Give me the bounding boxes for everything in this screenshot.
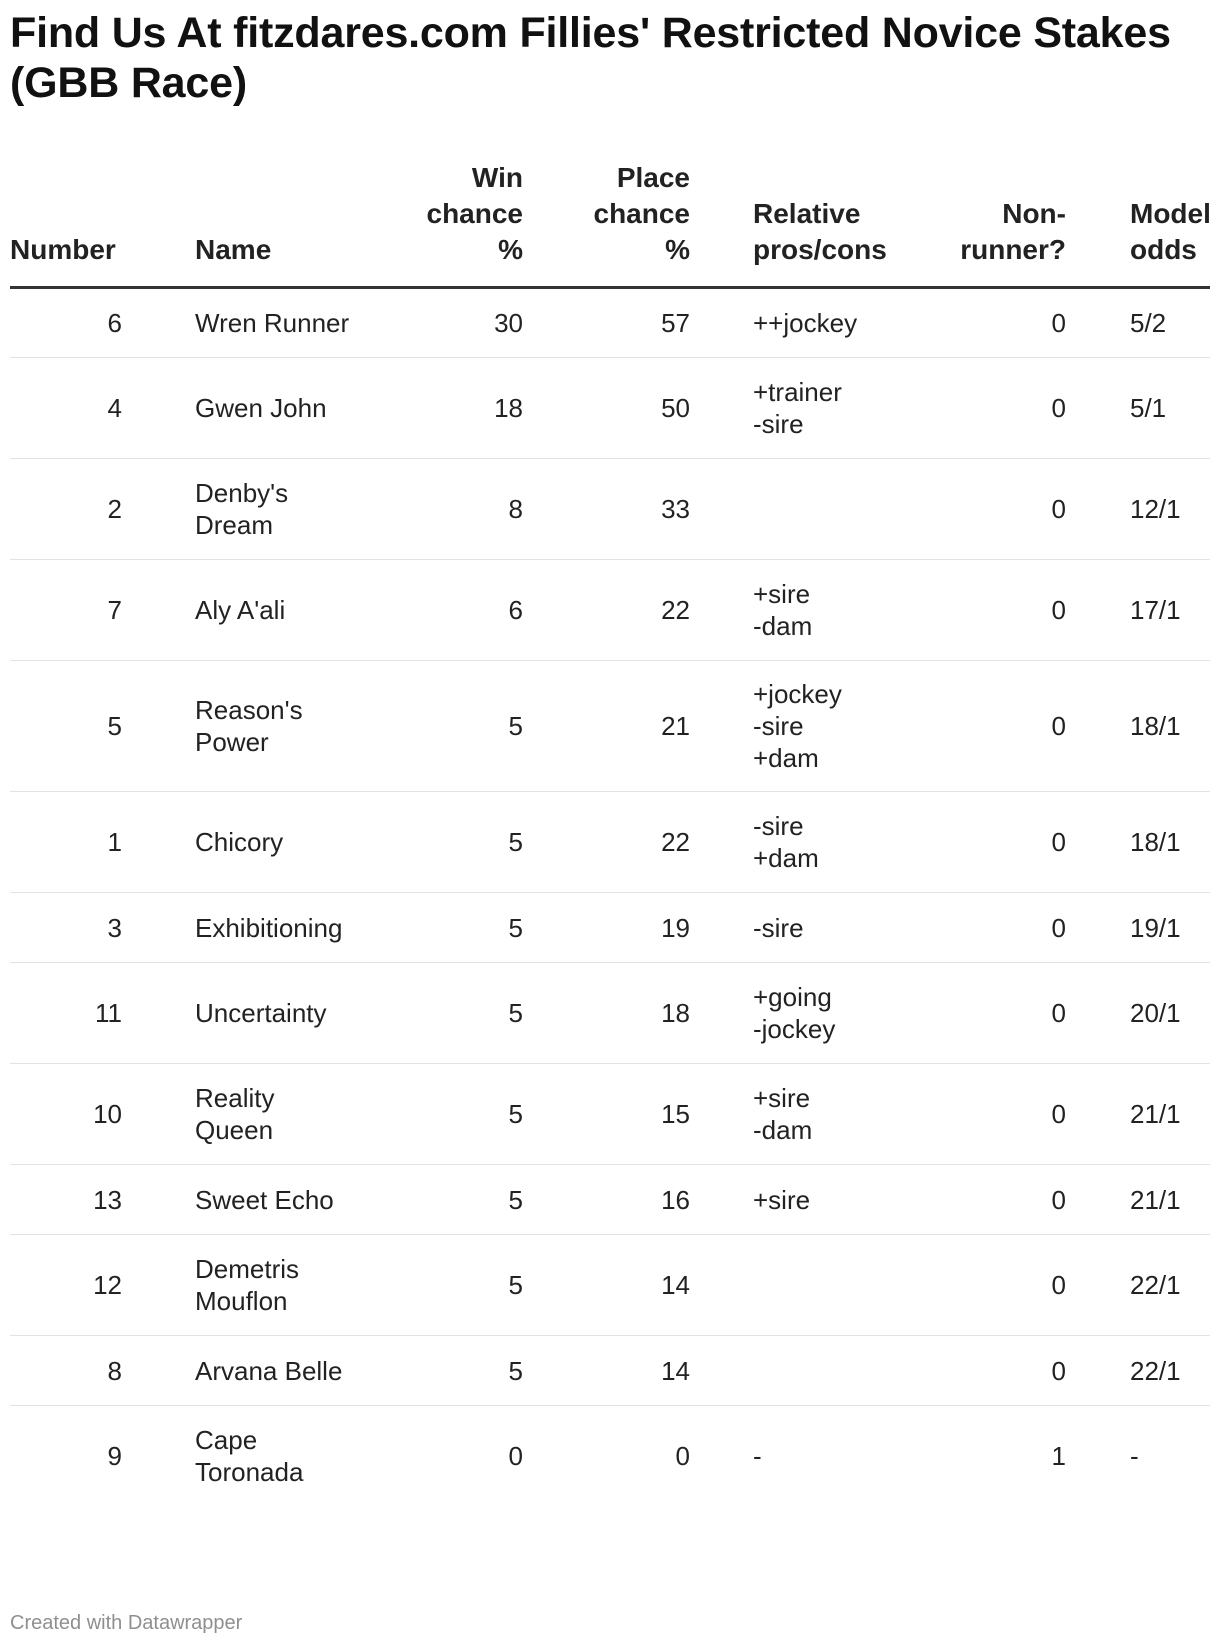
cell-number: 12 <box>10 1235 122 1336</box>
cell-spacer <box>1066 560 1130 661</box>
cell-pros-cons: -sire +dam <box>753 792 928 893</box>
cell-horse-name: Demetris Mouflon <box>195 1235 395 1336</box>
cell-non-runner: 0 <box>928 358 1066 459</box>
header-model-odds[interactable]: Model odds <box>1130 160 1210 288</box>
cell-horse-name: Cape Toronada <box>195 1425 304 1488</box>
cell-win-chance: 0 <box>508 1441 523 1472</box>
cell-spacer <box>690 288 753 358</box>
cell-horse-name: Reality Queen <box>195 1064 395 1165</box>
cell-horse-name: Wren Runner <box>195 288 395 358</box>
cell-spacer <box>122 1165 195 1235</box>
cell-non-runner: 0 <box>928 1336 1066 1406</box>
cell-spacer <box>122 1406 195 1507</box>
cell-spacer <box>690 459 753 560</box>
cell-place-chance: 33 <box>523 459 690 560</box>
cell-place-chance: 50 <box>523 358 690 459</box>
cell-place-chance: 22 <box>523 792 690 893</box>
cell-non-runner: 0 <box>928 288 1066 358</box>
header-non-runner[interactable]: Non- runner? <box>928 160 1066 288</box>
cell-spacer <box>690 1064 753 1165</box>
cell-spacer <box>690 893 753 963</box>
cell-number: 13 <box>10 1165 122 1235</box>
race-table <box>10 160 1210 1507</box>
cell-place-chance: 15 <box>523 1064 690 1165</box>
cell-non-runner: 0 <box>928 459 1066 560</box>
datawrapper-credit[interactable]: Created with Datawrapper <box>10 1612 243 1634</box>
cell-spacer <box>690 1336 753 1406</box>
table-row <box>10 1165 1210 1235</box>
table-row <box>10 1235 1210 1336</box>
cell-model-odds: 5/1 <box>1130 358 1210 459</box>
cell-model-odds: 20/1 <box>1130 963 1210 1064</box>
cell-model-odds: 5/2 <box>1130 288 1210 358</box>
cell-spacer <box>690 1235 753 1336</box>
cell-spacer <box>1066 1406 1130 1507</box>
cell-horse-name: Sweet Echo <box>195 1165 395 1235</box>
cell-model-odds: 18/1 <box>1130 661 1210 792</box>
cell-pros-cons: -sire <box>753 893 928 963</box>
cell-number: 8 <box>10 1336 122 1406</box>
cell-spacer <box>122 288 195 358</box>
cell-spacer <box>122 358 195 459</box>
cell-spacer <box>1066 792 1130 893</box>
cell-spacer <box>1066 1235 1130 1336</box>
table-row <box>10 288 1210 358</box>
cell-non-runner: 0 <box>928 661 1066 792</box>
cell-spacer <box>690 358 753 459</box>
cell-spacer <box>122 792 195 893</box>
cell-spacer <box>690 963 753 1064</box>
table-row <box>10 1336 1210 1406</box>
cell-win-chance: 18 <box>395 358 523 459</box>
cell-model-odds: 22/1 <box>1130 1336 1210 1406</box>
cell-win-chance: 5 <box>395 1165 523 1235</box>
cell-pros-cons <box>753 1336 928 1406</box>
cell-non-runner: 0 <box>928 893 1066 963</box>
cell-place-chance: 18 <box>523 963 690 1064</box>
cell-non-runner: 0 <box>928 1235 1066 1336</box>
header-number[interactable]: Number <box>10 160 122 288</box>
cell-non-runner: 0 <box>928 560 1066 661</box>
cell-win-chance: 5 <box>395 792 523 893</box>
cell-horse-name: Reason's Power <box>195 661 395 792</box>
cell-spacer <box>122 1064 195 1165</box>
table-row <box>10 963 1210 1064</box>
cell-spacer <box>1066 1336 1130 1406</box>
cell-horse-name: Chicory <box>195 792 395 893</box>
table-row <box>10 358 1210 459</box>
cell-model-odds: 18/1 <box>1130 792 1210 893</box>
table-body <box>10 288 1210 1507</box>
cell-pros-cons <box>753 459 928 560</box>
cell-win-chance: 8 <box>395 459 523 560</box>
cell-place-chance: 0 <box>675 1441 690 1472</box>
cell-horse-name: Gwen John <box>195 358 395 459</box>
cell-place-chance: 14 <box>523 1336 690 1406</box>
cell-spacer <box>122 963 195 1064</box>
cell-spacer <box>690 1165 753 1235</box>
cell-spacer <box>690 1406 753 1507</box>
cell-model-odds: 21/1 <box>1130 1064 1210 1165</box>
header-place-chance[interactable]: Place chance % <box>523 160 690 288</box>
cell-number: 10 <box>10 1064 122 1165</box>
cell-number: 5 <box>10 661 122 792</box>
cell-spacer <box>1066 893 1130 963</box>
cell-pros-cons: +sire -dam <box>753 560 928 661</box>
cell-number: 2 <box>10 459 122 560</box>
cell-horse-name: Uncertainty <box>195 963 395 1064</box>
cell-spacer <box>122 560 195 661</box>
cell-number: 7 <box>10 560 122 661</box>
cell-number: 9 <box>107 1441 122 1472</box>
cell-win-chance: 5 <box>395 1064 523 1165</box>
cell-pros-cons: +sire <box>753 1165 928 1235</box>
cell-number: 1 <box>10 792 122 893</box>
cell-number: 4 <box>10 358 122 459</box>
table-row <box>10 893 1210 963</box>
cell-spacer <box>122 661 195 792</box>
cell-horse-name: Denby's Dream <box>195 459 395 560</box>
table-row <box>10 1064 1210 1165</box>
cell-spacer <box>122 459 195 560</box>
cell-spacer <box>1066 459 1130 560</box>
cell-pros-cons: +going -jockey <box>753 963 928 1064</box>
cell-spacer <box>122 893 195 963</box>
header-pros-cons[interactable]: Relative pros/cons <box>753 160 928 288</box>
table-row <box>10 459 1210 560</box>
cell-spacer <box>122 1235 195 1336</box>
cell-pros-cons: +jockey -sire +dam <box>753 661 928 792</box>
chart-title: Find Us At fitzdares.com Fillies' Restricted Novice Stakes (GBB Race) <box>10 9 1171 107</box>
cell-pros-cons: +sire -dam <box>753 1064 928 1165</box>
cell-win-chance: 5 <box>395 963 523 1064</box>
cell-spacer <box>690 560 753 661</box>
cell-pros-cons: ++jockey <box>753 288 928 358</box>
cell-non-runner: 0 <box>928 1064 1066 1165</box>
cell-win-chance: 5 <box>395 893 523 963</box>
cell-non-runner: 1 <box>1051 1441 1066 1472</box>
cell-spacer <box>1066 288 1130 358</box>
header-row <box>10 160 1210 288</box>
cell-place-chance: 14 <box>523 1235 690 1336</box>
cell-win-chance: 5 <box>395 661 523 792</box>
cell-win-chance: 5 <box>395 1235 523 1336</box>
cell-place-chance: 21 <box>523 661 690 792</box>
cell-spacer <box>1066 1064 1130 1165</box>
cell-model-odds: - <box>1130 1441 1139 1472</box>
cell-model-odds: 19/1 <box>1130 893 1210 963</box>
cell-model-odds: 21/1 <box>1130 1165 1210 1235</box>
cell-number: 6 <box>10 288 122 358</box>
cell-spacer <box>1066 1165 1130 1235</box>
cell-horse-name: Aly A'ali <box>195 560 395 661</box>
cell-win-chance: 6 <box>395 560 523 661</box>
cell-non-runner: 0 <box>928 792 1066 893</box>
cell-spacer <box>1066 358 1130 459</box>
cell-model-odds: 12/1 <box>1130 459 1210 560</box>
cell-win-chance: 30 <box>395 288 523 358</box>
header-name[interactable]: Name <box>195 160 395 288</box>
cell-number: 11 <box>10 963 122 1064</box>
table-row <box>10 560 1210 661</box>
cell-model-odds: 22/1 <box>1130 1235 1210 1336</box>
cell-spacer <box>1066 661 1130 792</box>
cell-number: 3 <box>10 893 122 963</box>
header-win-chance[interactable]: Win chance % <box>395 160 523 288</box>
cell-place-chance: 19 <box>523 893 690 963</box>
cell-horse-name: Arvana Belle <box>195 1336 395 1406</box>
cell-pros-cons <box>753 1235 928 1336</box>
cell-win-chance: 5 <box>395 1336 523 1406</box>
cell-place-chance: 57 <box>523 288 690 358</box>
cell-pros-cons: +trainer -sire <box>753 358 928 459</box>
cell-spacer <box>690 661 753 792</box>
cell-spacer <box>1066 963 1130 1064</box>
cell-pros-cons: - <box>753 1441 762 1472</box>
cell-non-runner: 0 <box>928 1165 1066 1235</box>
cell-model-odds: 17/1 <box>1130 560 1210 661</box>
cell-horse-name: Exhibitioning <box>195 893 395 963</box>
cell-spacer <box>690 792 753 893</box>
cell-place-chance: 16 <box>523 1165 690 1235</box>
table-row <box>10 1406 1210 1507</box>
cell-place-chance: 22 <box>523 560 690 661</box>
cell-spacer <box>122 1336 195 1406</box>
table-row <box>10 792 1210 893</box>
cell-non-runner: 0 <box>928 963 1066 1064</box>
table-row <box>10 661 1210 792</box>
